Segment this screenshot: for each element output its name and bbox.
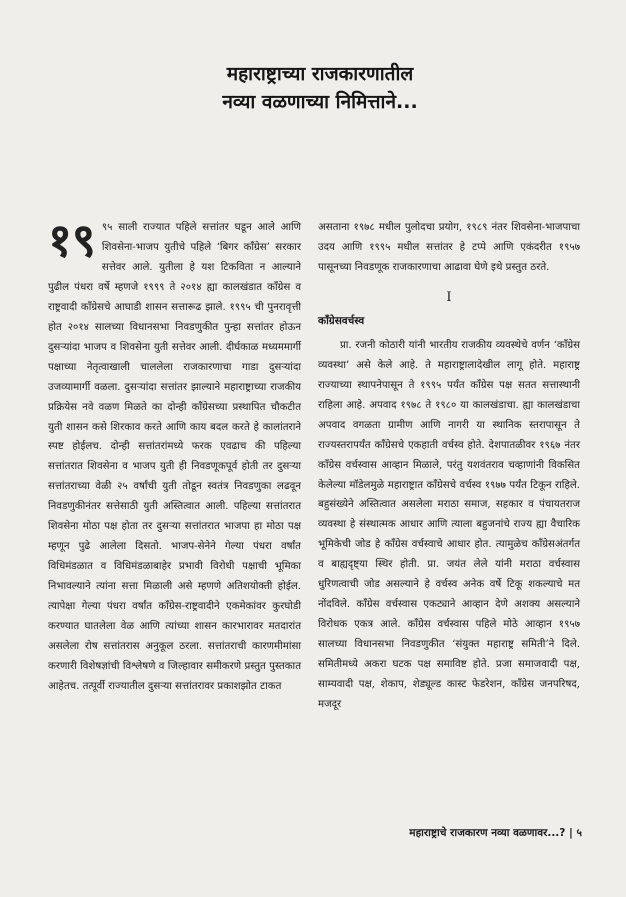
left-column-text: ९५ साली राज्यात पहिले सत्तांतर घडून आले आणि शिवसेना-भाजप युतीचे पहिले ‘बिगर काँग्रेस’ सरकार सत्तेवर आले. युतीला हे यश टिकविता न आल्याने पुढील पंधरा वर्षे म्हणजे १९९९ ते २०१४ ह्या कालखंडात काँग्रेस व राष्ट्रवादी काँग्रेसचे आघाडी शासन सत्तारूढ झाले. १९९५ ची पुनरावृत्ती होत २०१४ सालच्या विधानसभा निवडणुकीत पुन्हा सत्तांतर होऊन दुसऱ्यांदा भाजप व शिवसेना युती सत्तेवर आली. दीर्घकाळ मध्यममार्गी पक्षाच्या नेतृत्वाखाली चाललेला राजकारणाचा गाडा दुसऱ्यांदा उजव्यामार्गी वळला. दुसऱ्यांदा सत्तांतर झाल्याने महाराष्ट्राच्या राजकीय प्रक्रियेस नवे वळण मिळते का दोन्ही काँग्रेसच्या प्रस्थापित चौकटीत युती शासन कसे शिरकाव करते आणि काय बदल करते हे कालांतराने स्पष्ट होईलच. दोन्ही सत्तांतरांमध्ये फरक एवढाच की पहिल्या सत्तांतरात शिवसेना व भाजप युती ही निवडणूकपूर्व होती तर दुसऱ्या सत्तांतराच्या वेळी २५ वर्षांची युती तोडून स्वतंत्र निवडणुका लढवून निवडणुकीनंतर सत्तेसाठी युती अस्तित्वात आली. पहिल्या सत्तांतरात शिवसेना मोठा पक्ष होता तर दुसऱ्या सत्तांतरात भाजपा हा मोठा पक्ष म्हणून पुढे आलेला दिसतो. भाजप-सेनेने गेल्या पंधरा वर्षांत विधिमंडळात व विधिमंडळाबाहेर प्रभावी विरोधी पक्षाची भूमिका निभावल्याने त्यांना सत्ता मिळाली असे म्हणणे अतिशयोक्ती होईल. त्यापेक्षा गेल्या पंधरा वर्षांत काँग्रेस-राष्ट्रवादीने एकमेकांवर कुरघोडी करण्यात घातलेला वेळ आणि त्यांच्या शासन कारभारावर मतदारांत असलेला रोष सत्तांतरास अनुकूल ठरला. सत्तांतराची कारणमीमांसा करणारी विशेषज्ञांची विश्लेषणे व जिल्हावार समीकरणे प्रस्तुत पुस्तकात आहेतच. तत्पूर्वी राज्यातील दुसऱ्या सत्तांतरावर प्रकाशझोत टाकत [48,222,301,692]
chapter-title-line-2: नव्या वळणाच्या निमित्ताने... [222,91,418,113]
left-column [48,213,301,697]
drop-cap: १९ [48,213,96,267]
chapter-title [150,60,490,116]
right-column-intro: असताना १९७८ मधील पुलोदचा प्रयोग, १९८९ नंतर शिवसेना-भाजपाचा उदय आणि १९९५ मधील सत्तांतर हे टप्पे आणि एकंदरीत १९५७ पासूनच्या निवडणूक राजकारणाचा आढावा घेणे इथे प्रस्तुत ठरते. [318,222,580,273]
right-column-body: प्रा. रजनी कोठारी यांनी भारतीय राजकीय व्यवस्थेचे वर्णन ‘काँग्रेस व्यवस्था’ असे केले आहे. ते महाराष्ट्रालादेखील लागू होते. महाराष्ट्र राज्याच्या स्थापनेपासून ते १९९५ पर्यंत काँग्रेस पक्ष सतत सत्तास्थानी राहिला आहे. अपवाद १९७८ ते १९८० या कालखंडाचा. ह्या कालखंडाचा अपवाद वगळता ग्रामीण आणि नागरी या स्थानिक स्तरापासून ते राज्यस्तरापर्यंत काँग्रेसचे एकहाती वर्चस्व होते. देशपातळीवर १९६७ नंतर काँग्रेस वर्चस्वास आव्हान मिळाले, परंतु यशवंतराव चव्हाणांनी विकसित केलेल्या मॉडेलमुळे महाराष्ट्रात काँग्रेसचे वर्चस्व १९७७ पर्यंत टिकून राहिले. बहुसंख्येने अस्तित्वात असलेला मराठा समाज, सहकार व पंचायतराज व्यवस्था हे संस्थात्मक आधार आणि त्याला बहुजनांचे राज्य ह्या वैचारिक भूमिकेची जोड हे काँग्रेस वर्चस्वाचे आधार होत. त्यामुळेच काँग्रेसअंतर्गत व बाह्यदृष्ट्या स्थिर होती. प्रा. जयंत लेले यांनी मराठा वर्चस्वास धुरिणत्वाची जोड असल्याने हे वर्चस्व अनेक वर्षे टिकू शकल्याचे मत नोंदविले. काँग्रेस वर्चस्वास एकट्याने आव्हान देणे अशक्य असल्याने विरोधक एकत्र आले. काँग्रेस वर्चस्वास पहिले मोठे आव्हान १९५७ सालच्या विधानसभा निवडणुकीत ‘संयुक्त महाराष्ट्र समिती’ने दिले. समितीमध्ये अकरा घटक पक्ष समाविष्ट होते. प्रजा समाजवादी पक्ष, साम्यवादी पक्ष, शेकाप, शेड्यूल्ड कास्ट फेडरेशन, काँग्रेस जनपरिषद, मजदूर [318,339,580,711]
right-column [318,218,580,715]
section-heading: काँग्रेसवर्चस्व [318,314,365,327]
section-numeral: I [446,289,452,305]
chapter-title-line-1: महाराष्ट्राच्या राजकारणातील [226,63,414,85]
page-footer: महाराष्ट्राचे राजकारण नव्या वळणावर...? | ५ [409,827,582,839]
